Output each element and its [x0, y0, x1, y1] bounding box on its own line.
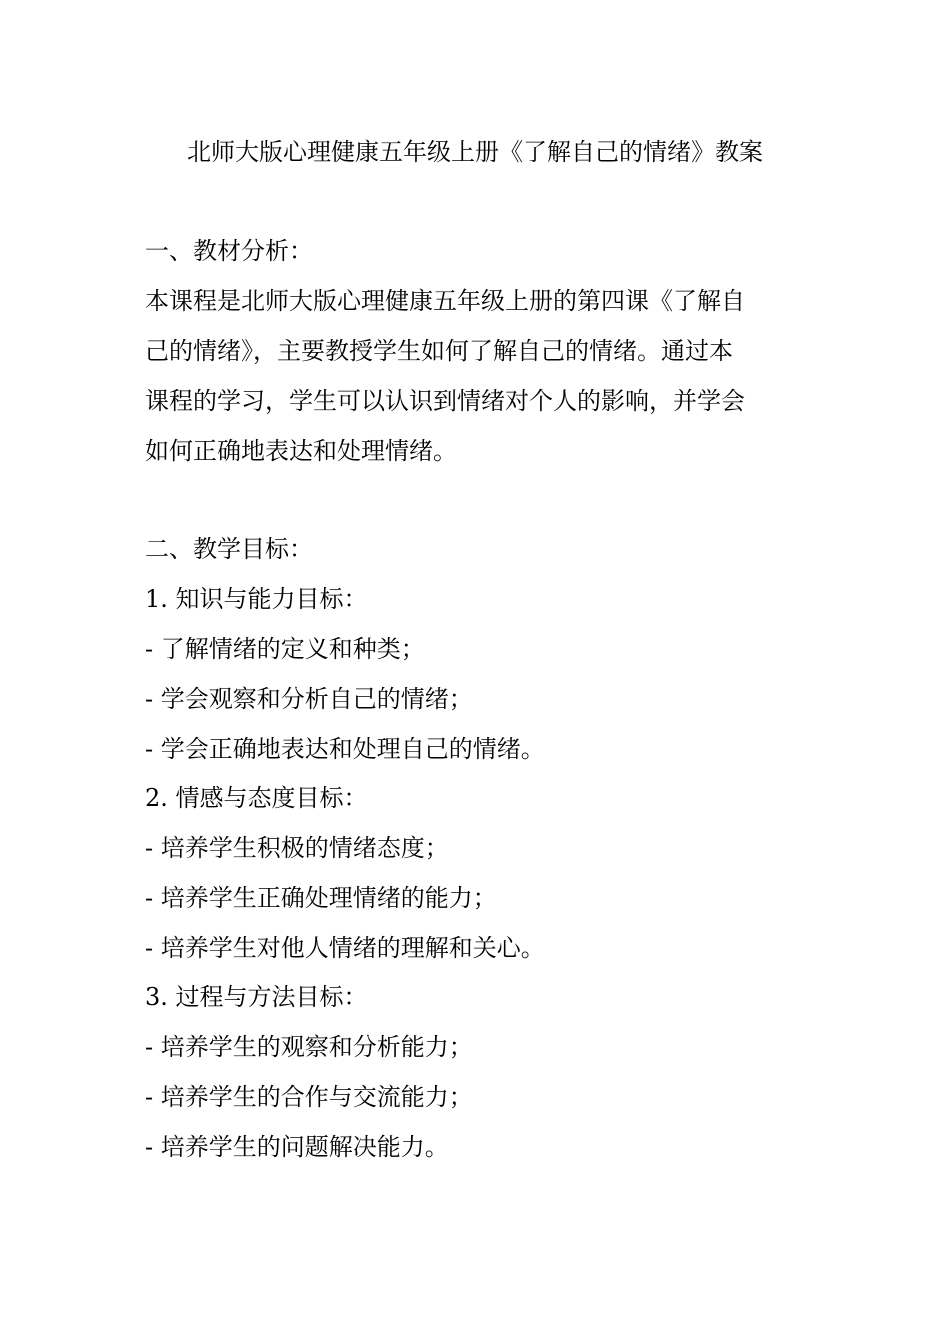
- list-item: - 培养学生对他人情绪的理解和关心。: [145, 934, 545, 962]
- paragraph-line: 课程的学习，学生可以认识到情绪对个人的影响，并学会: [145, 387, 745, 415]
- list-item: - 培养学生的观察和分析能力；: [145, 1033, 473, 1061]
- goal-label-process: 3. 过程与方法目标：: [145, 983, 368, 1011]
- list-item: - 培养学生的问题解决能力。: [145, 1133, 449, 1161]
- list-item: - 学会正确地表达和处理自己的情绪。: [145, 735, 545, 763]
- goal-label-emotion: 2. 情感与态度目标：: [145, 784, 368, 812]
- document-title: 北师大版心理健康五年级上册《了解自己的情绪》教案: [187, 138, 763, 166]
- list-item: - 培养学生的合作与交流能力；: [145, 1083, 473, 1111]
- paragraph-line: 如何正确地表达和处理情绪。: [145, 437, 457, 465]
- goal-label-knowledge: 1. 知识与能力目标：: [145, 585, 368, 613]
- list-item: - 培养学生正确处理情绪的能力；: [145, 884, 497, 912]
- section-heading-teaching-material-analysis: 一、教材分析：: [145, 237, 313, 265]
- paragraph-line: 本课程是北师大版心理健康五年级上册的第四课《了解自: [145, 287, 745, 315]
- paragraph-line: 己的情绪》，主要教授学生如何了解自己的情绪。通过本: [145, 337, 733, 365]
- list-item: - 学会观察和分析自己的情绪；: [145, 685, 473, 713]
- list-item: - 培养学生积极的情绪态度；: [145, 834, 449, 862]
- list-item: - 了解情绪的定义和种类；: [145, 635, 425, 663]
- section-heading-teaching-goals: 二、教学目标：: [145, 535, 313, 563]
